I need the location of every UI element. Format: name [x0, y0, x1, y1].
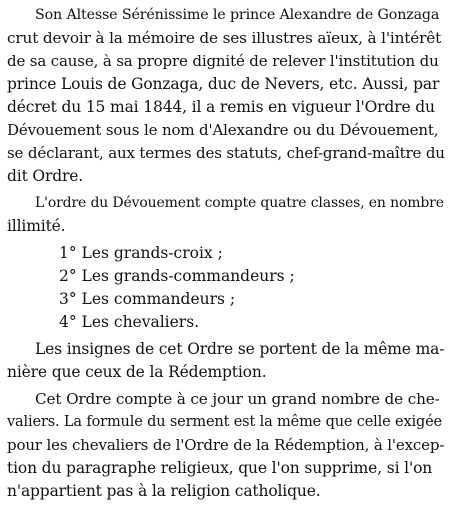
text-line: prince Louis de Gonzaga, duc de Nevers, etc. Aussi, par [7, 75, 440, 93]
list-item: 1° Les grands-croix ; [59, 244, 223, 262]
classes-list [7, 242, 445, 334]
text-line: pour les chevaliers de l'Ordre de la Rédemption, à l'excep- [7, 436, 445, 454]
paragraph-classes-intro [7, 192, 445, 238]
paragraph-decree [7, 4, 445, 188]
text-line: Son Altesse Sérénissime le prince Alexandre de Gonzaga [35, 7, 440, 23]
text-line: Dévouement sous le nom d'Alexandre ou du Dévouement, [7, 121, 439, 139]
text-line: L'ordre du Dévouement compte quatre classes, en nombre [35, 195, 444, 211]
text-line: Cet Ordre compte à ce jour un grand nombre de che- [35, 390, 440, 408]
text-line: Les insignes de cet Ordre se portent de la même ma- [35, 340, 445, 358]
text-line: dit Ordre. [7, 167, 84, 185]
paragraph-oath [7, 388, 445, 503]
text-line: n'appartient pas à la religion catholique. [7, 482, 321, 500]
text-line: décret du 15 mai 1844, il a remis en vigueur l'Ordre du [7, 98, 435, 116]
text-line: nière que ceux de la Rédemption. [7, 363, 267, 381]
text-line: valiers. La formule du serment est la même que celle exigée [7, 414, 442, 430]
text-line: tion du paragraphe religieux, que l'on supprime, si l'on [7, 459, 433, 477]
text-line: de sa cause, à sa propre dignité de relever l'institution du [7, 52, 439, 70]
document-page [7, 4, 445, 507]
text-line: crut devoir à la mémoire de ses illustres aïeux, à l'intérêt [7, 29, 442, 47]
list-item: 4° Les chevaliers. [59, 313, 200, 331]
text-line: se déclarant, aux termes des statuts, chef-grand-maître du [7, 144, 445, 162]
list-item: 3° Les commandeurs ; [59, 290, 236, 308]
paragraph-insignia [7, 338, 445, 384]
text-line: illimité. [7, 217, 66, 235]
list-item: 2° Les grands-commandeurs ; [59, 267, 295, 285]
